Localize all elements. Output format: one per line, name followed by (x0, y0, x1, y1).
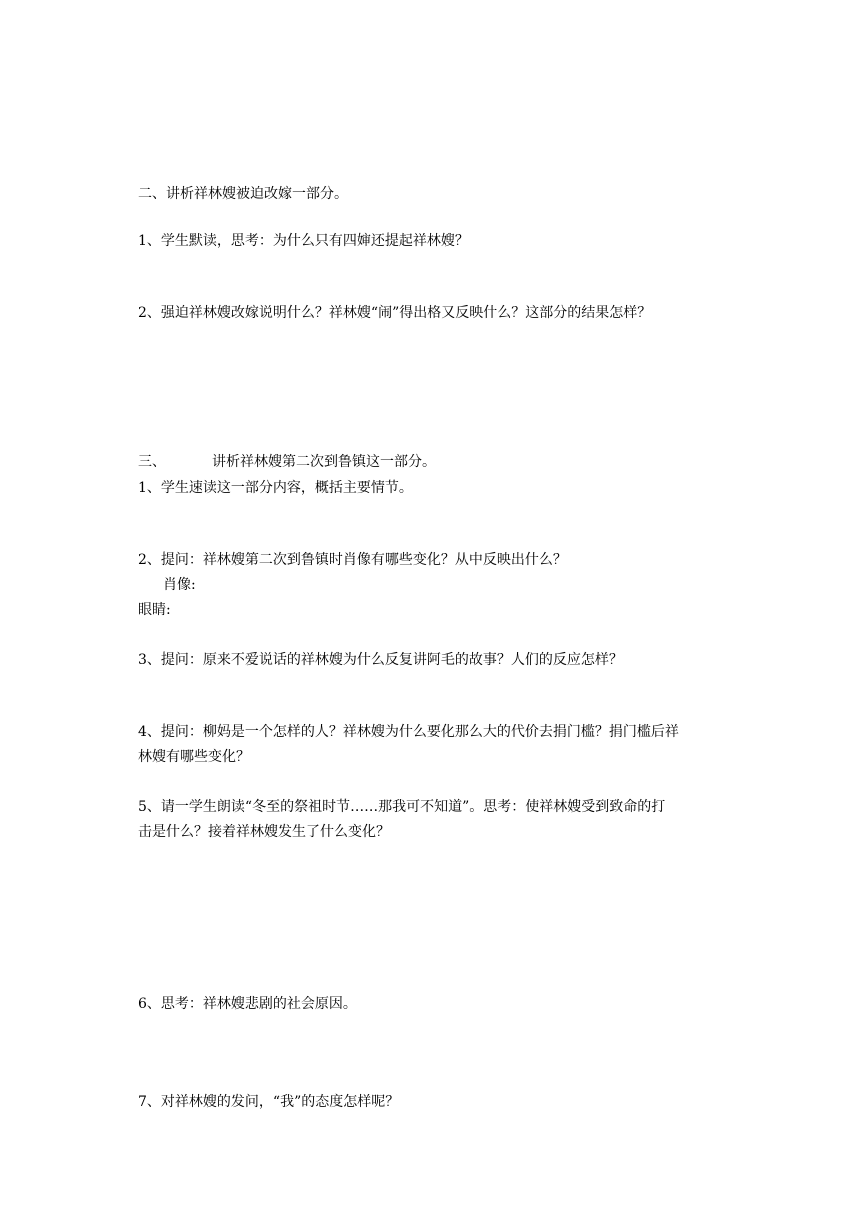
section-2-question-2: 2、强迫祥林嫂改嫁说明什么？祥林嫂“闹”得出格又反映什么？这部分的结果怎样？ (138, 305, 652, 321)
section-3-heading (138, 452, 436, 472)
portrait-label: 肖像: (163, 577, 196, 593)
section-2-question-1: 1、学生默读，思考：为什么只有四婶还提起祥林嫂？ (138, 233, 469, 249)
section-3-question-1: 1、学生速读这一部分内容，概括主要情节。 (138, 480, 413, 496)
section-3-question-4-line-1: 4、提问：柳妈是一个怎样的人？祥林嫂为什么要化那么大的代价去捐门槛？捐门槛后祥 (138, 724, 679, 740)
section-3-question-2: 2、提问：祥林嫂第二次到鲁镇时肖像有哪些变化？从中反映出什么？ (138, 552, 567, 568)
section-3-heading-number: 三、 (138, 454, 166, 470)
section-3-question-7: 7、对祥林嫂的发问，“我”的态度怎样呢？ (138, 1094, 400, 1110)
section-3-question-5-line-1: 5、请一学生朗读“冬至的祭祖时节……那我可不知道”。思考：使祥林嫂受到致命的打 (138, 799, 666, 815)
section-2-heading: 二、讲析祥林嫂被迫改嫁一部分。 (138, 186, 348, 202)
section-3-heading-text: 讲析祥林嫂第二次到鲁镇这一部分。 (212, 454, 436, 470)
section-3-question-6: 6、思考：祥林嫂悲剧的社会原因。 (138, 996, 357, 1012)
section-3-question-3: 3、提问：原来不爱说话的祥林嫂为什么反复讲阿毛的故事？人们的反应怎样？ (138, 652, 623, 668)
section-3-question-5-line-2: 击是什么？接着祥林嫂发生了什么变化？ (138, 824, 390, 840)
eyes-label: 眼睛: (138, 602, 171, 618)
section-3-question-4-line-2: 林嫂有哪些变化？ (138, 749, 250, 765)
